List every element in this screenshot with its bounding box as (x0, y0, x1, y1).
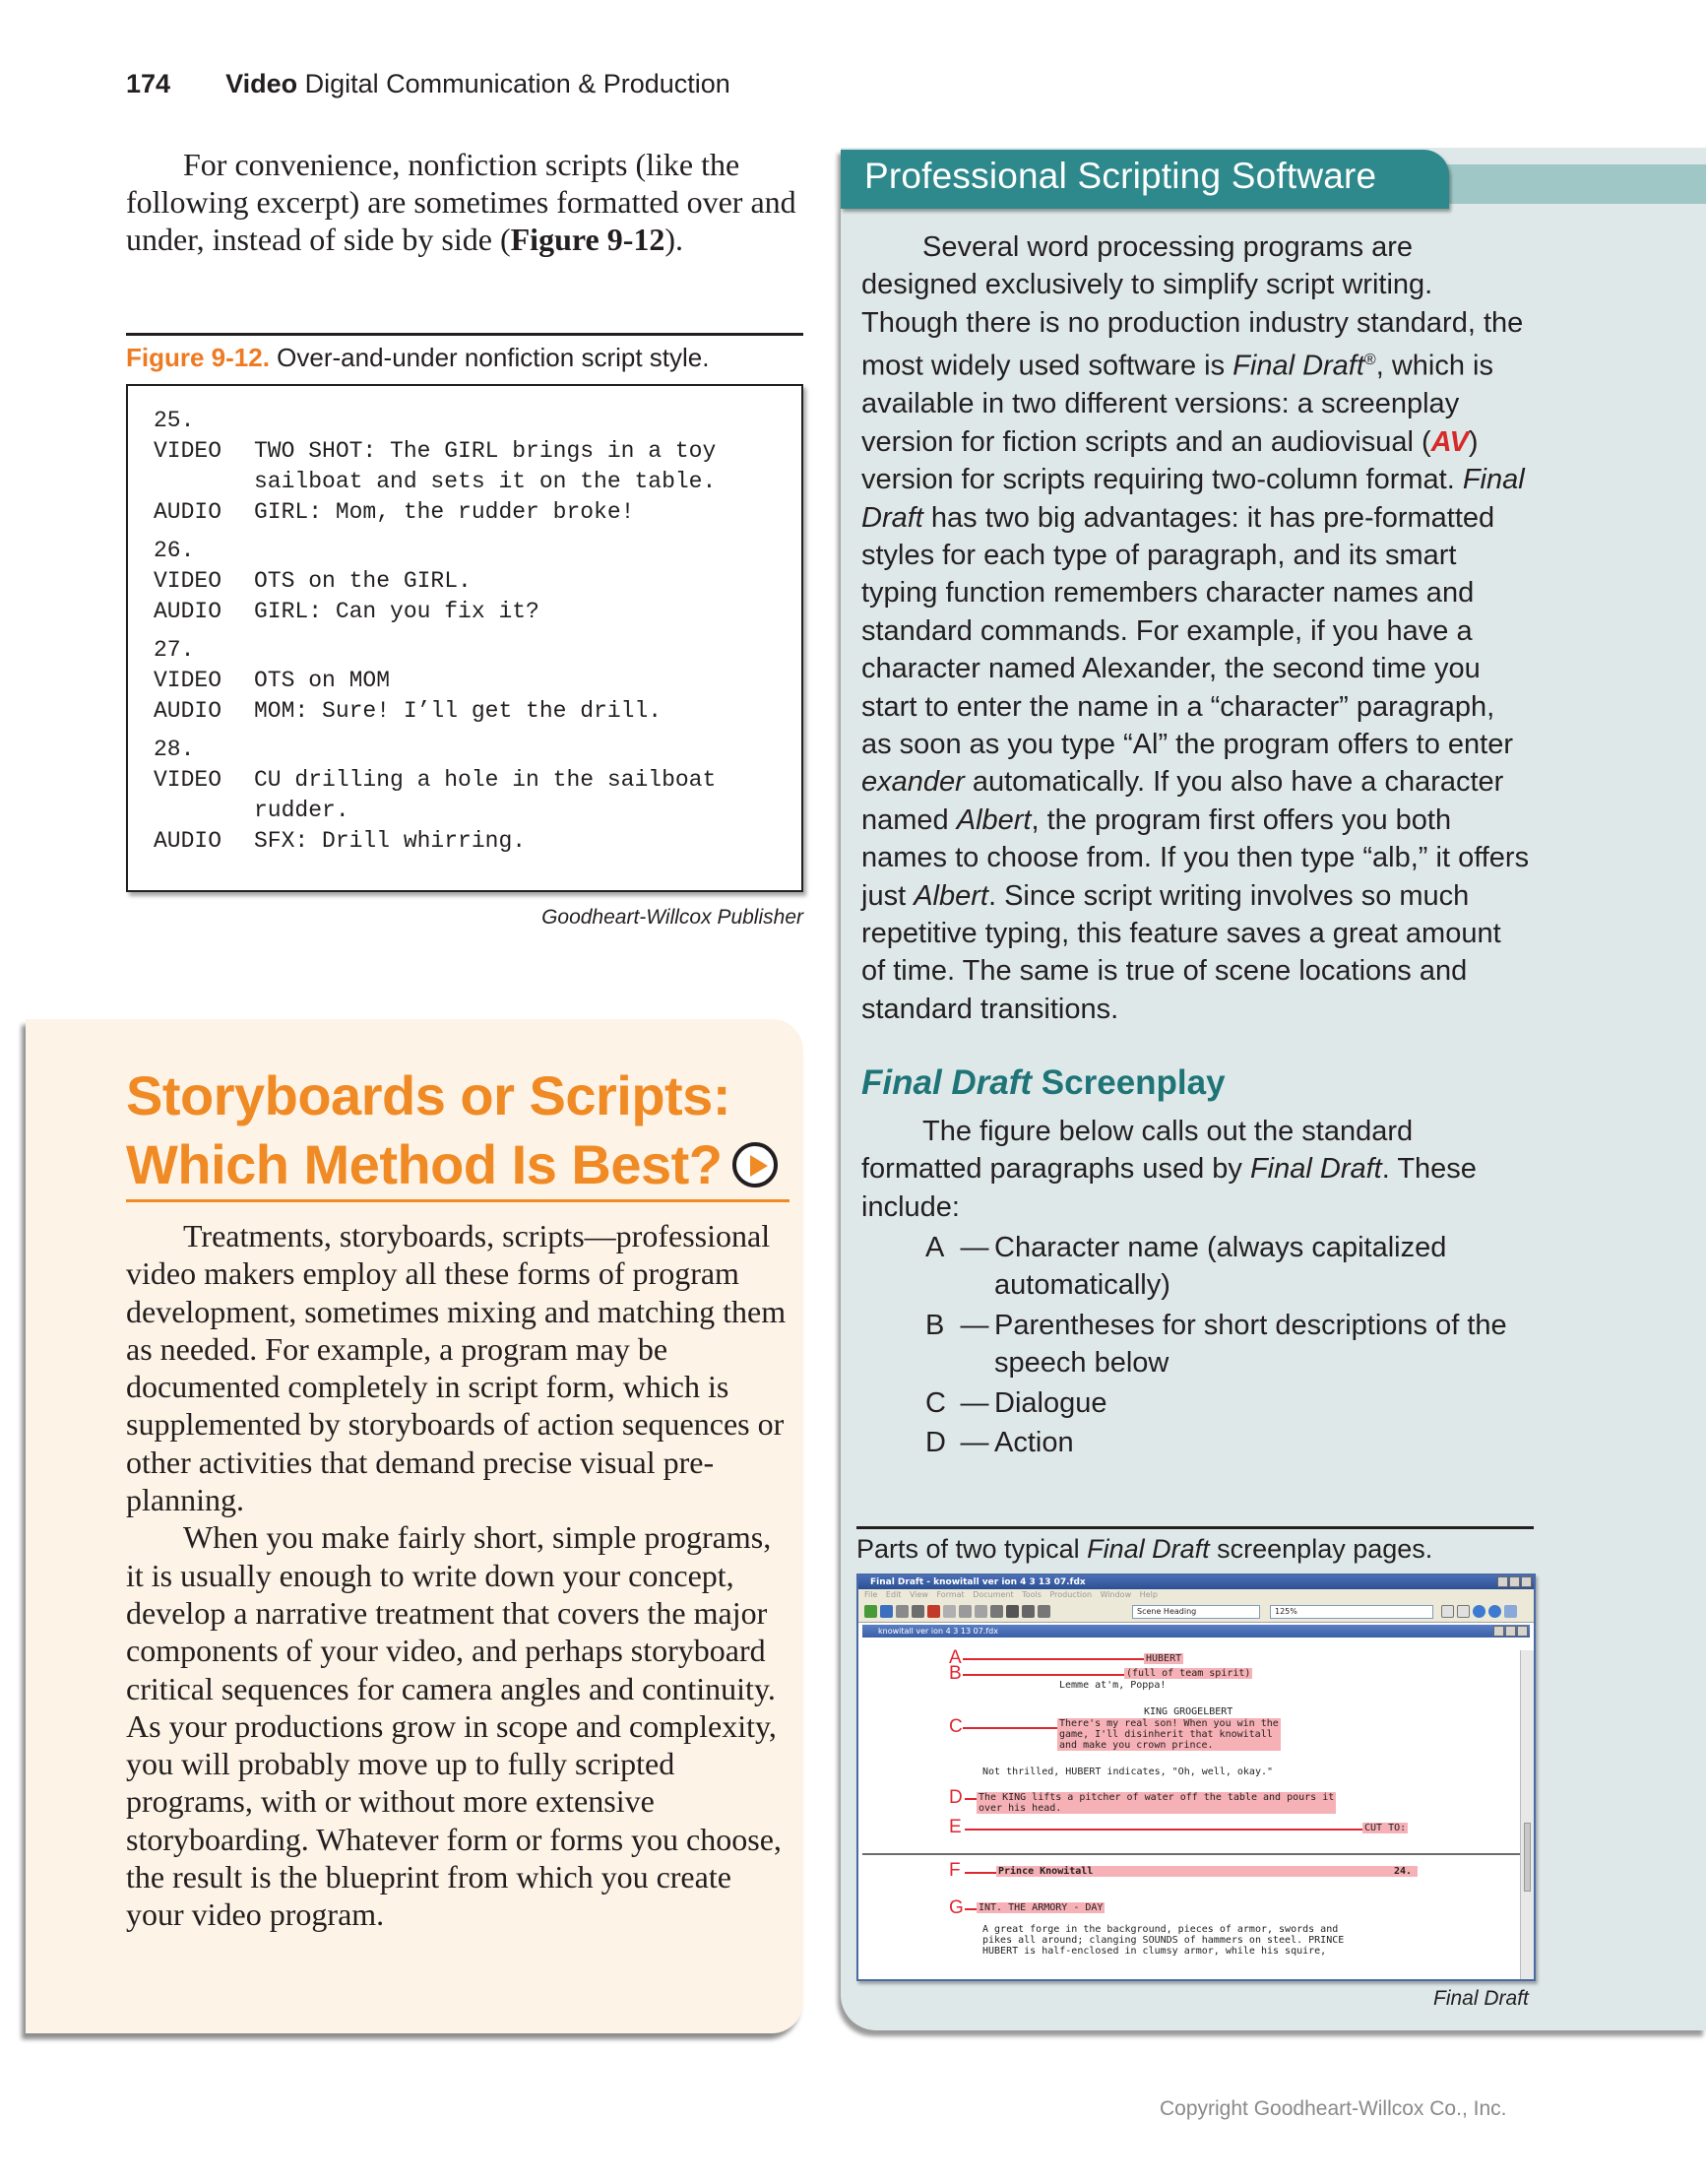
script-line (154, 467, 801, 497)
callout-label: C (949, 1716, 963, 1737)
callout-label: A (949, 1647, 962, 1668)
storyboard-body (126, 1217, 795, 1934)
cut-icon[interactable] (943, 1605, 956, 1618)
page-break (862, 1853, 1520, 1855)
scrollbar-thumb[interactable] (1524, 1823, 1531, 1892)
action-block: A great forge in the background, pieces of armor, swords and pikes all around; clanging SOUNDS of hammers on steel. PRINCE HUBERT is half-enclosed in clumsy armor, while his squire, (982, 1924, 1345, 1957)
figure-reference[interactable]: Figure 9-12 (510, 222, 665, 257)
character-name: HUBERT (1146, 1653, 1182, 1664)
script-line-text: GIRL: Mom, the rudder broke! (254, 499, 635, 525)
em-dash: — (960, 1386, 989, 1419)
script-line-key: VIDEO (154, 438, 222, 464)
page-number: 174 (126, 69, 171, 98)
close-icon[interactable] (1521, 1576, 1532, 1587)
script-line-key (154, 796, 254, 826)
undo-icon[interactable] (990, 1605, 1003, 1618)
figure-credit: Goodheart-Willcox Publisher (541, 906, 803, 929)
script-line-key: VIDEO (154, 568, 222, 594)
script-scene (154, 635, 801, 727)
figure-rule (126, 333, 803, 336)
storyboard-title-rule (126, 1199, 790, 1202)
vertical-scrollbar[interactable] (1520, 1650, 1534, 1979)
print-icon[interactable] (912, 1605, 924, 1618)
callout-label: B (949, 1663, 962, 1684)
book-title: Digital Communication & Production (304, 69, 730, 98)
callout-list-item (925, 1229, 1546, 1305)
section-name: Video (225, 69, 298, 98)
script-line-key: AUDIO (154, 828, 222, 854)
script-line-key: AUDIO (154, 698, 222, 724)
intro-paragraph: For convenience, nonfiction scripts (like the following excerpt) are sometimes formatted over and under, instead of side by side (Figure 9-12). (126, 147, 796, 257)
action-line: Not thrilled, HUBERT indicates, "Oh, well, okay." (982, 1766, 1274, 1777)
open-icon[interactable] (880, 1605, 893, 1618)
callout-line (965, 1798, 977, 1800)
callout-line (965, 1829, 1362, 1831)
script-excerpt-box (126, 384, 803, 892)
copy-icon[interactable] (959, 1605, 972, 1618)
callout-description: Dialogue (994, 1386, 1107, 1419)
parenthetical: (full of team spirit) (1126, 1668, 1251, 1679)
final-draft-screenshot (856, 1574, 1536, 1981)
callout-description: Parentheses for short descriptions of the speech below (994, 1309, 1507, 1380)
final-draft-subheading: Final Draft Screenplay (861, 1063, 1226, 1102)
figure-caption: Figure 9-12. Over-and-under nonfiction script style. (126, 343, 710, 372)
script-line (154, 696, 801, 727)
callout-label: E (949, 1817, 962, 1837)
screenshot-caption: Parts of two typical Final Draft screenplay pages. (856, 1534, 1433, 1564)
maximize-icon[interactable] (1505, 1626, 1516, 1637)
sidebar-paragraph-1: Several word processing programs are designed exclusively to simplify script writing. Though there is no production industry standard, the most widely used software is Final Draft®, which is available in two different versions: a screenplay version for fiction scripts and an audiovisual (AV) version for scripts requiring two-column format. Final Draft has two big advantages: it has pre-formatted styles for each type of paragraph, and its smart typing function remembers character names and standard commands. For example, if you have a character named Alexander, the second time you start to enter the name in a “character” paragraph, as soon as you type “Al” the program offers to enter exander automatically. If you also have a character named Albert, the program first offers you both names to choose from. If you then type “alb,” it offers just Albert. Since script writing involves so much repetitive typing, this feature saves a great amount of time. The same is true of scene locations and standard transitions. (861, 231, 1530, 1025)
callout-list-item (925, 1307, 1546, 1382)
callout-letter: D (925, 1427, 946, 1459)
script-line-key: VIDEO (154, 767, 222, 793)
script-scene (154, 406, 801, 528)
bold-icon[interactable] (1006, 1605, 1019, 1618)
index-card-icon[interactable] (1504, 1605, 1517, 1618)
layout-icon[interactable] (1441, 1605, 1454, 1618)
save-icon[interactable] (896, 1605, 909, 1618)
scene-number: 27. (154, 637, 195, 663)
callout-line (963, 1727, 1057, 1729)
script-line-text: TWO SHOT: The GIRL brings in a toy (254, 438, 717, 464)
script-line (154, 497, 801, 528)
callout-line (963, 1658, 1144, 1660)
script-line-text: OTS on MOM (254, 668, 391, 693)
script-line (154, 765, 801, 796)
play-video-icon[interactable] (732, 1142, 778, 1188)
script-line (154, 666, 801, 696)
callout-label: D (949, 1787, 963, 1808)
scene-number: 25. (154, 408, 195, 433)
script-line-text: rudder. (254, 798, 349, 823)
minimize-icon[interactable] (1497, 1576, 1508, 1587)
em-dash: — (960, 1427, 989, 1459)
script-line-text: sailboat and sets it on the table. (254, 469, 717, 494)
script-line-text: OTS on the GIRL. (254, 568, 472, 594)
script-line-key: AUDIO (154, 599, 222, 624)
menu-bar[interactable]: File Edit View Format Document Tools Production Window Help (858, 1589, 1534, 1601)
script-line (154, 826, 801, 857)
underline-icon[interactable] (1038, 1605, 1050, 1618)
app-title-bar: Final Draft - knowitall ver ion 4 3 13 07.fdx (858, 1575, 1534, 1589)
callout-letter: B (925, 1309, 945, 1341)
pdf-icon[interactable] (927, 1605, 940, 1618)
script-page-area[interactable] (862, 1647, 1520, 1979)
script-line-text: SFX: Drill whirring. (254, 828, 527, 854)
figure-label: Figure 9-12. (126, 343, 270, 372)
italic-icon[interactable] (1022, 1605, 1035, 1618)
callout-letter: C (925, 1386, 946, 1419)
callout-line (965, 1872, 996, 1874)
document-title-bar: knowitall ver ion 4 3 13 07.fdx (862, 1625, 1530, 1638)
script-line (154, 597, 801, 627)
scene-number: 26. (154, 538, 195, 563)
script-line-text: CU drilling a hole in the sailboat (254, 767, 717, 793)
help-icon[interactable] (1473, 1605, 1485, 1618)
dialogue-block: There's my real son! When you win the game, I'll disinherit that knowitall and make you crown prince. (1059, 1718, 1279, 1751)
callout-list (925, 1229, 1546, 1463)
script-scene (154, 536, 801, 627)
script-scene (154, 735, 801, 857)
callout-label: F (949, 1860, 961, 1881)
character-name: KING GROGELBERT (1144, 1706, 1233, 1717)
callout-description: Character name (always capitalized automatically) (994, 1232, 1447, 1302)
script-line-key: VIDEO (154, 668, 222, 693)
em-dash: — (960, 1232, 989, 1263)
running-head (126, 69, 730, 99)
script-line (154, 566, 801, 597)
storyboard-paragraph-1: Treatments, storyboards, scripts—professional video makers employ all these forms of program development, sometimes mixing and matching them as needed. For example, a program may be documented completely in script form, which is supplemented by storyboards of action sequences or other activities that demand precise visual pre-planning. (126, 1218, 787, 1518)
script-line (154, 436, 801, 467)
callout-list-item (925, 1384, 1546, 1422)
close-icon[interactable] (1517, 1626, 1528, 1637)
layout-icon[interactable] (1457, 1605, 1470, 1618)
script-line-key (154, 467, 254, 497)
av-term: AV (1430, 425, 1469, 458)
script-line-text: MOM: Sure! I’ll get the drill. (254, 698, 663, 724)
callout-letter: A (925, 1232, 945, 1263)
em-dash: — (960, 1309, 989, 1341)
paste-icon[interactable] (975, 1605, 987, 1618)
minimize-icon[interactable] (1493, 1626, 1504, 1637)
paragraph-style-select[interactable]: Scene Heading (1132, 1605, 1260, 1619)
callout-line (963, 1674, 1124, 1676)
script-line-key: AUDIO (154, 499, 222, 525)
callout-label: G (949, 1897, 964, 1918)
callout-line (965, 1908, 977, 1910)
toolbar (858, 1601, 1534, 1623)
script-line (154, 796, 801, 826)
maximize-icon[interactable] (1509, 1576, 1520, 1587)
screenshot-credit: Final Draft (1433, 1987, 1529, 2010)
action-block: The KING lifts a pitcher of water off the table and pours it over his head. (979, 1792, 1335, 1814)
scene-heading: INT. THE ARMORY - DAY (979, 1902, 1104, 1913)
new-icon[interactable] (864, 1605, 877, 1618)
transition: CUT TO: (1364, 1823, 1407, 1833)
dialogue-line: Lemme at'm, Poppa! (1059, 1680, 1167, 1691)
script-line-text: GIRL: Can you fix it? (254, 599, 539, 624)
scene-number: 28. (154, 737, 195, 762)
screenshot-rule (856, 1526, 1534, 1529)
storyboard-paragraph-2: When you make fairly short, simple programs, it is usually enough to write down your concept, develop a narrative treatment that covers the major components of your video, and perhaps storyboard critical sequences for camera angles and continuity. As your productions grow in scope and complexity, you will probably move up to fully scripted programs, with or without more extensive storyboarding. Whatever form or forms you choose, the result is the blueprint from which you create your video program. (126, 1519, 782, 1933)
zoom-select[interactable]: 125% (1270, 1605, 1433, 1619)
sidebar-title: Professional Scripting Software (864, 156, 1377, 196)
callout-list-item (925, 1424, 1546, 1461)
sidebar-paragraph-2: The figure below calls out the standard formatted paragraphs used by Final Draft. These include: (861, 1116, 1477, 1223)
page-header: Prince Knowitall 24. (996, 1866, 1418, 1877)
callout-description: Action (994, 1427, 1074, 1459)
storyboard-title: Storyboards or Scripts: Which Method Is Best? (126, 1061, 795, 1199)
navigator-icon[interactable] (1488, 1605, 1501, 1618)
copyright-notice: Copyright Goodheart-Willcox Co., Inc. (1160, 2097, 1507, 2120)
